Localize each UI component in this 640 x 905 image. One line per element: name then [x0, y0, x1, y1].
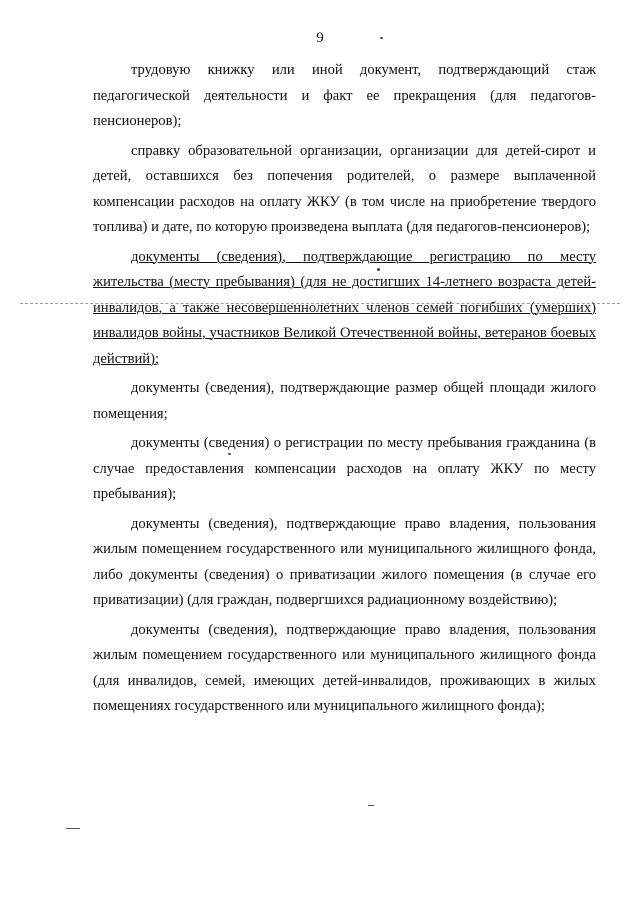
- paragraph-ownership-radiation: документы (сведения), подтверждающие право владения, пользования жилым помещением государственного или муниципального жилищного фонда, либо документы (сведения) о приватизации жилого помещения (в случае его приватизации) (для граждан, подвергшихся радиационному воздействию);: [93, 515, 596, 608]
- paragraph-registration-documents: документы (сведения), подтверждающие регистрацию по месту жительства (месту пребывания) (для не достигших 14-летнего возраста детей-инвалидов, а также несовершеннолетних членов семей погибших (умерших) инвалидов войны, участников Великой Отечественной войны, ветеранов боевых действий);: [93, 248, 596, 367]
- scan-dash: [66, 828, 80, 829]
- paragraph-living-area-documents: документы (сведения), подтверждающие размер общей площади жилого помещения;: [93, 380, 596, 422]
- paragraph-ownership-disabled: документы (сведения), подтверждающие право владения, пользования жилым помещением государственного или муниципального жилищного фонда (для инвалидов, семей, имеющих детей-инвалидов, проживающих в жилых помещениях государственного или муниципального жилищного фонда);: [93, 621, 596, 714]
- scan-dash: [368, 805, 374, 806]
- page-number: 9: [316, 30, 324, 46]
- scan-speck: [380, 37, 383, 39]
- paragraph-organization-certificate: справку образовательной организации, организации для детей-сирот и детей, оставшихся без попечения родителей, о размере выплаченной компенсации расходов на оплату ЖКУ (в том числе на приобретение твердого топлива) и дате, по которую произведена выплата (для педагогов-пенсионеров);: [93, 142, 596, 235]
- paragraph-stay-registration: документы (сведения) о регистрации по месту пребывания гражданина (в случае предоставления компенсации расходов на оплату ЖКУ по месту пребывания);: [93, 435, 596, 502]
- paragraph-work-record: трудовую книжку или иной документ, подтверждающий стаж педагогической деятельности и факт ее прекращения (для педагогов-пенсионеров);: [93, 62, 596, 129]
- body-text: [93, 58, 596, 724]
